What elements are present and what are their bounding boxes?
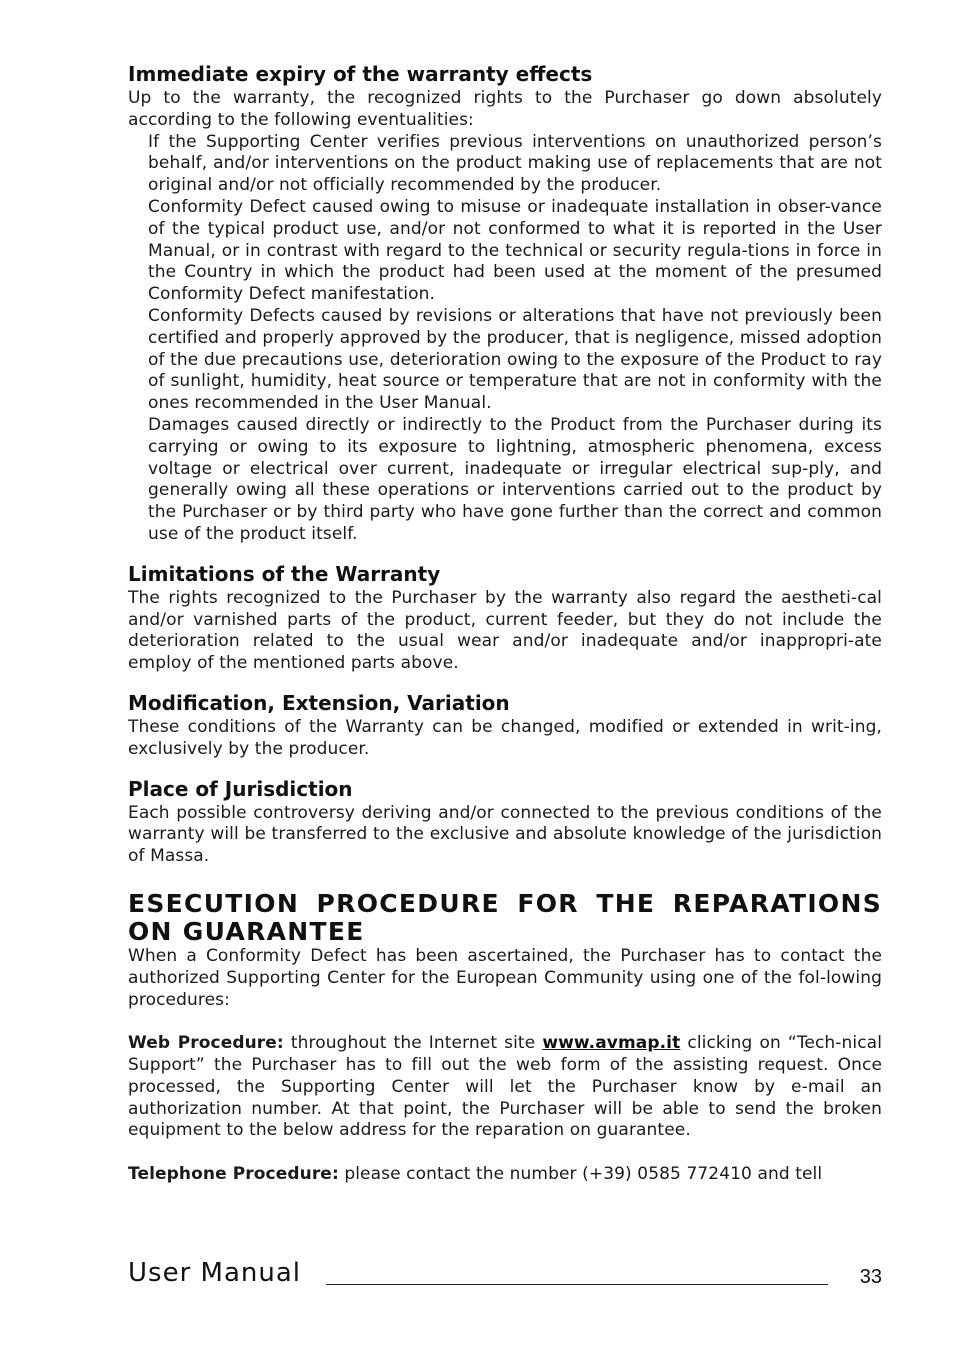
procedure-intro: When a Conformity Defect has been ascertained, the Purchaser has to contact the authorized Supporting Center for the European Community using one of the fol-lowing procedures: [128, 945, 882, 1010]
section-title-expiry: Immediate expiry of the warranty effects [128, 62, 593, 86]
footer-rule [326, 1284, 828, 1285]
web-procedure-text-before: throughout the Internet site [283, 1033, 543, 1054]
avmap-website-link[interactable]: www.avmap.it [542, 1033, 681, 1054]
modification-body: These conditions of the Warranty can be changed, modified or extended in writ-ing, exclusively by the producer. [128, 716, 882, 759]
footer-title: User Manual [128, 1258, 302, 1288]
page-number: 33 [859, 1266, 882, 1288]
telephone-procedure-label: Telephone Procedure: [128, 1164, 339, 1185]
page-footer [128, 1258, 882, 1298]
section-title-modification: Modification, Extension, Variation [128, 690, 510, 715]
limitations-body: The rights recognized to the Purchaser by the warranty also regard the aestheti-cal and/or varnished parts of the product, current feeder, but they do not include the deterioration related to the usual wear and/or inadequate and/or inappropri-ate employ of the mentioned parts above. [128, 587, 882, 674]
section-title-limitations: Limitations of the Warranty [128, 561, 441, 586]
expiry-item-4: Damages caused directly or indirectly to the Product from the Purchaser during its carrying or owing to its exposure to lightning, atmospheric phenomena, excess voltage or electrical over current, inadequate or irregular electrical sup-ply, and generally owing all these operations or interventions carried out to the product by the Purchaser or by third party who have gone further than the correct and common use of the product itself. [148, 414, 882, 544]
expiry-item-2: Conformity Defect caused owing to misuse or inadequate installation in obser-vance of the typical product use, and/or not conformed to what it is reported in the User Manual, or in contrast with regard to the technical or security regula-tions in force in the Country in which the product had been used at the moment of the presumed Conformity Defect manifestation. [148, 196, 882, 305]
expiry-item-1: If the Supporting Center verifies previous interventions on unauthorized person’s behalf, and/or interventions on the product making use of replacements that are not original and/or not officially recommended by the producer. [148, 131, 882, 196]
telephone-procedure-paragraph [128, 1164, 882, 1186]
procedure-heading: ESECUTION PROCEDURE FOR THE REPARATIONS ON GUARANTEE [128, 888, 882, 946]
web-procedure-label: Web Procedure: [128, 1033, 284, 1054]
expiry-item-3: Conformity Defects caused by revisions or alterations that have not previously been certified and properly approved by the producer, that is negligence, missed adoption of the due precautions use, deterioration owing to the exposure of the Product to ray of sunlight, humidity, heat source or temperature that are not in conformity with the ones recommended in the User Manual. [148, 305, 882, 414]
expiry-intro: Up to the warranty, the recognized rights to the Purchaser go down absolutely according to the following eventualities: [128, 88, 882, 130]
telephone-procedure-text: please contact the number (+39) 0585 772410 and tell [338, 1164, 823, 1185]
web-procedure-paragraph [128, 1033, 882, 1142]
web-procedure-text-after: clicking on “Tech-nical Support” the Purchaser has to fill out the web form of the assisting request. Once processed, the Supporting Center will let the Purchaser know by e-mail an authorization number. At that point, the Purchaser will be able to send the broken equipment to the below address for the reparation on guarantee. [128, 1033, 883, 1141]
manual-page [128, 60, 882, 1186]
jurisdiction-body: Each possible controversy deriving and/or connected to the previous conditions of the warranty will be transferred to the exclusive and absolute knowledge of the jurisdiction of Massa. [128, 802, 882, 867]
section-title-jurisdiction: Place of Jurisdiction [128, 776, 353, 801]
